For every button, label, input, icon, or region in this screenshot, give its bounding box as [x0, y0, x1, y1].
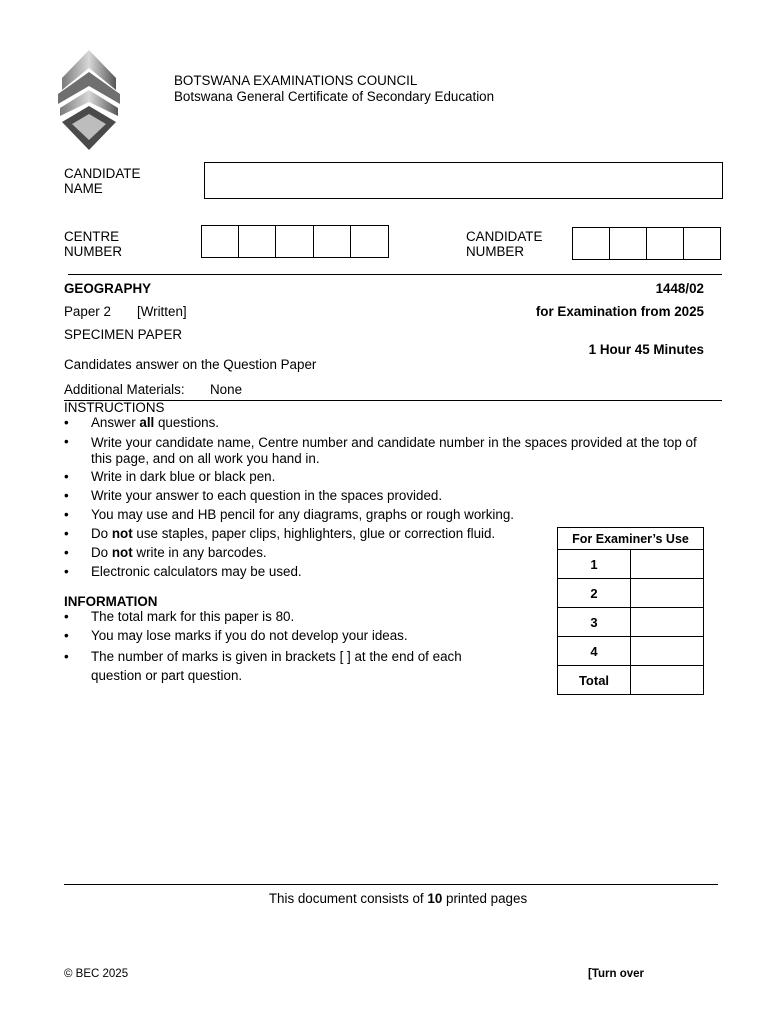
table-row: Total	[558, 666, 704, 695]
footer-divider	[64, 884, 718, 885]
list-item: • The number of marks is given in brackets [ ] at the end of each question or part question.	[64, 649, 462, 683]
candidate-name-box[interactable]	[204, 162, 723, 199]
examiners-use-title: For Examiner’s Use	[558, 528, 704, 550]
table-row: 1	[558, 550, 704, 579]
org-name: BOTSWANA EXAMINATIONS COUNCIL	[174, 73, 418, 88]
examiners-use-table	[557, 527, 704, 695]
certificate-name: Botswana General Certificate of Secondary Education	[174, 89, 495, 104]
list-item: • You may lose marks if you do not develop your ideas.	[64, 628, 408, 643]
bec-logo	[54, 50, 124, 150]
materials-value: None	[210, 382, 243, 397]
table-row: 4	[558, 637, 704, 666]
table-row: 2	[558, 579, 704, 608]
answer-on-note: Candidates answer on the Question Paper	[64, 357, 317, 372]
turn-over: [Turn over	[588, 968, 645, 980]
list-item: • Answer all questions.	[64, 415, 220, 430]
list-item: • You may use and HB pencil for any diagrams, graphs or rough working.	[64, 507, 515, 522]
list-item: • Write in dark blue or black pen.	[64, 469, 276, 484]
instructions-title: INSTRUCTIONS	[64, 400, 165, 415]
candidate-name-label: CANDIDATE NAME	[64, 166, 141, 196]
exam-year: for Examination from 2025	[535, 304, 704, 319]
candidate-number-label: CANDIDATE NUMBER	[466, 229, 543, 259]
duration: 1 Hour 45 Minutes	[588, 342, 704, 357]
centre-number-label: CENTRE NUMBER	[64, 229, 123, 259]
list-item: • Electronic calculators may be used.	[64, 564, 302, 579]
bec-chevron-logo-icon	[54, 50, 124, 150]
list-item: • The total mark for this paper is 80.	[64, 609, 295, 624]
mark-cell[interactable]	[631, 666, 704, 695]
paper-code: 1448/02	[655, 281, 704, 296]
paper-number: Paper 2	[64, 304, 111, 319]
mark-cell[interactable]	[631, 608, 704, 637]
materials-label: Additional Materials:	[64, 382, 185, 397]
divider	[68, 274, 722, 275]
candidate-number-boxes[interactable]	[572, 227, 721, 260]
information-list	[64, 609, 504, 685]
centre-number-boxes[interactable]	[201, 225, 389, 258]
mark-cell[interactable]	[631, 550, 704, 579]
list-item: • Write your answer to each question in the spaces provided.	[64, 488, 443, 503]
specimen-label: SPECIMEN PAPER	[64, 327, 183, 342]
list-item: • Do not use staples, paper clips, highlighters, glue or correction fluid.	[64, 526, 496, 541]
list-item: • Write your candidate name, Centre number and candidate number in the spaces provided at the top of this page, and on all work you hand in.	[64, 434, 697, 466]
mark-cell[interactable]	[631, 637, 704, 666]
list-item: • Do not write in any barcodes.	[64, 545, 267, 560]
mark-cell[interactable]	[631, 579, 704, 608]
paper-type: [Written]	[137, 304, 187, 319]
table-row: 3	[558, 608, 704, 637]
copyright: © BEC 2025	[64, 968, 129, 980]
subject: GEOGRAPHY	[64, 281, 152, 296]
information-title: INFORMATION	[64, 594, 158, 609]
page-count-note: This document consists of 10 printed pages	[268, 891, 528, 906]
